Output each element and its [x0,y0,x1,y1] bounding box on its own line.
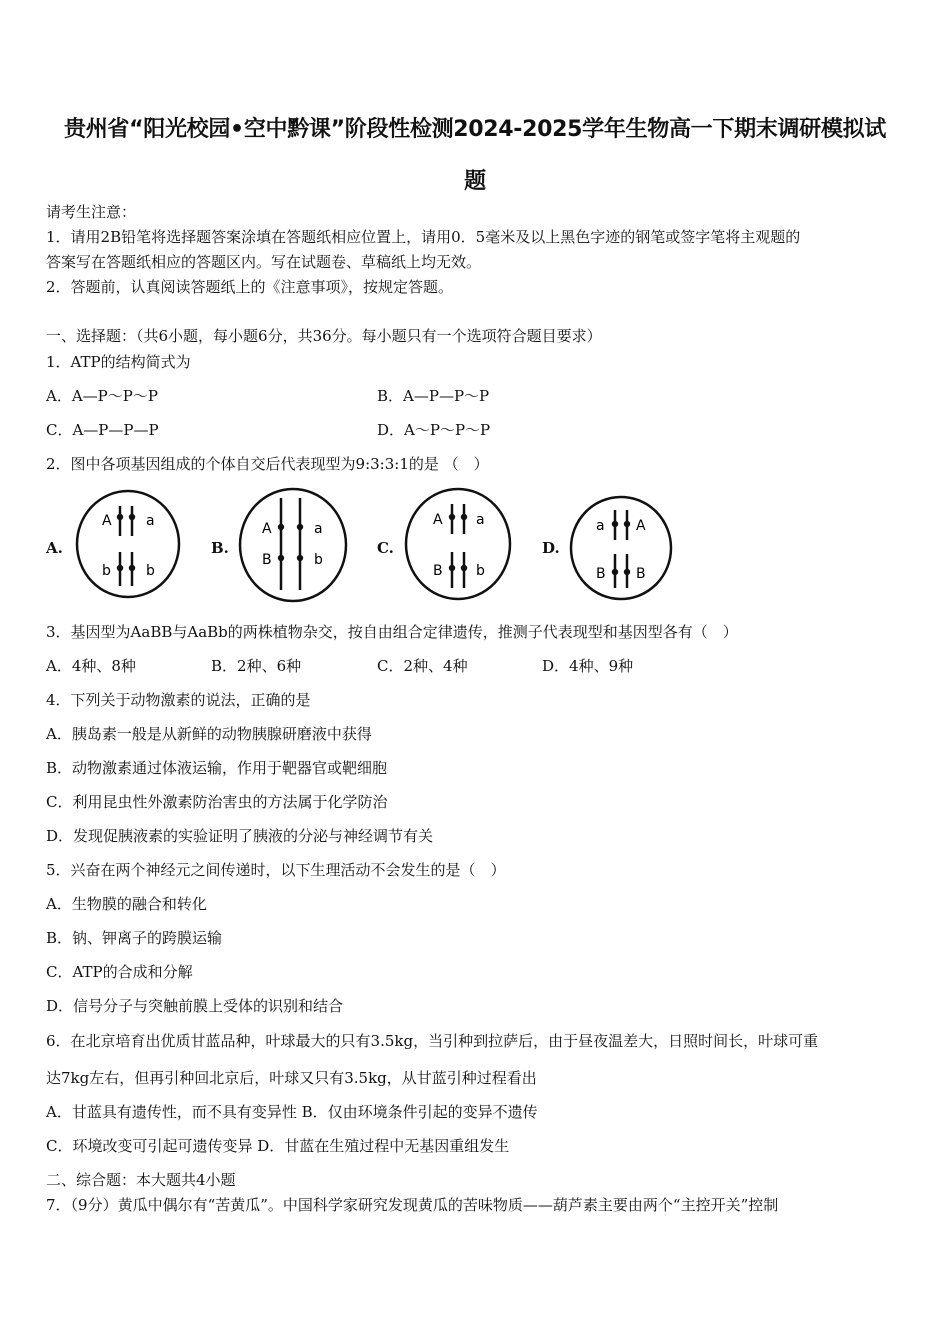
cell-diagram-d [568,492,674,608]
q3-option-a: A．4种、8种 [46,657,136,675]
q4-option-b: B．动物激素通过体液运输，作用于靶器官或靶细胞 [46,759,388,777]
gene-label: a [476,512,485,528]
gene-label: b [102,563,111,579]
notice-item-1-line-2: 答案写在答题纸相应的答题区内。写在试题卷、草稿纸上均无效。 [46,253,482,271]
q5-option-c: C．ATP的合成和分解 [46,963,193,981]
q1-option-b: B．A—P—P～P [377,387,490,405]
q5-option-b: B．钠、钾离子的跨膜运输 [46,929,223,947]
gene-label: A [102,513,112,529]
gene-label: A [262,521,272,537]
notice-item-1-line-1: 1．请用2B铅笔将选择题答案涂填在答题纸相应位置上，请用0．5毫米及以上黑色字迹的钢笔或签字笔将主观题的 [46,228,801,246]
q2-stem: 2．图中各项基因组成的个体自交后代表现型为9:3:3:1的是 （ ） [46,455,489,473]
q7-stem: 7．（9分）黄瓜中偶尔有“苦黄瓜”。中国科学家研究发现黄瓜的苦味物质——葫芦素主要由两个“主控开关”控制 [46,1196,779,1214]
q4-option-d: D．发现促胰液素的实验证明了胰液的分泌与神经调节有关 [46,827,434,845]
gene-label: b [146,563,155,579]
q6-options-cd: C．环境改变可引起可遗传变异 D．甘蓝在生殖过程中无基因重组发生 [46,1137,510,1155]
q1-option-a: A．A—P～P～P [46,387,158,405]
gene-label: b [476,563,485,579]
page-title [30,104,920,208]
gene-label: A [433,512,443,528]
q2-label-b: B. [211,539,229,557]
gene-label: b [314,552,323,568]
q6-stem-line-1: 6．在北京培育出优质甘蓝品种，叶球最大的只有3.5kg，当引种到拉萨后，由于昼夜温差大，日照时间长，叶球可重 [46,1032,819,1050]
q5-option-d: D．信号分子与突触前膜上受体的识别和结合 [46,997,344,1015]
gene-label: B [596,566,606,582]
q1-option-c: C．A—P—P—P [46,421,159,439]
q1-stem: 1．ATP的结构简式为 [46,353,191,371]
title-line-1: 贵州省“阳光校园•空中黔课”阶段性检测2024-2025学年生物高一下期末调研模拟试 [64,117,886,142]
notice-item-2: 2．答题前，认真阅读答题纸上的《注意事项》，按规定答题。 [46,278,454,296]
gene-label: a [596,518,605,534]
section-1-heading: 一、选择题：（共6小题，每小题6分，共36分。每小题只有一个选项符合题目要求） [46,327,602,345]
cell-diagram-c [403,484,513,608]
q2-label-c: C. [377,539,394,557]
q4-stem: 4．下列关于动物激素的说法，正确的是 [46,691,311,709]
title-line-2: 题 [464,169,486,194]
gene-label: B [636,566,646,582]
q2-label-a: A. [46,539,63,557]
q3-option-b: B．2种、6种 [211,657,302,675]
section-2-heading: 二、综合题：本大题共4小题 [46,1171,236,1189]
gene-label: B [433,563,443,579]
cell-diagram-a [74,484,182,608]
q3-stem: 3．基因型为AaBB与AaBb的两株植物杂交，按自由组合定律遗传，推测子代表现型和基因型各有（ ） [46,623,738,641]
cell-diagram-b [237,484,349,610]
q5-stem: 5．兴奋在两个神经元之间传递时，以下生理活动不会发生的是（ ） [46,861,506,879]
gene-label: A [636,518,646,534]
gene-label: a [146,513,155,529]
q1-option-d: D．A～P～P～P [377,421,491,439]
q2-label-d: D. [542,539,560,557]
q3-option-c: C．2种、4种 [377,657,468,675]
q4-option-c: C．利用昆虫性外激素防治害虫的方法属于化学防治 [46,793,388,811]
q6-stem-line-2: 达7kg左右，但再引种回北京后，叶球又只有3.5kg，从甘蓝引种过程看出 [46,1069,537,1087]
notice-heading: 请考生注意： [46,203,137,221]
gene-label: a [314,521,323,537]
q4-option-a: A．胰岛素一般是从新鲜的动物胰腺研磨液中获得 [46,725,372,743]
gene-label: B [262,552,272,568]
q3-option-d: D．4种、9种 [542,657,634,675]
q6-options-ab: A．甘蓝具有遗传性，而不具有变异性 B．仅由环境条件引起的变异不遗传 [46,1103,538,1121]
q5-option-a: A．生物膜的融合和转化 [46,895,207,913]
